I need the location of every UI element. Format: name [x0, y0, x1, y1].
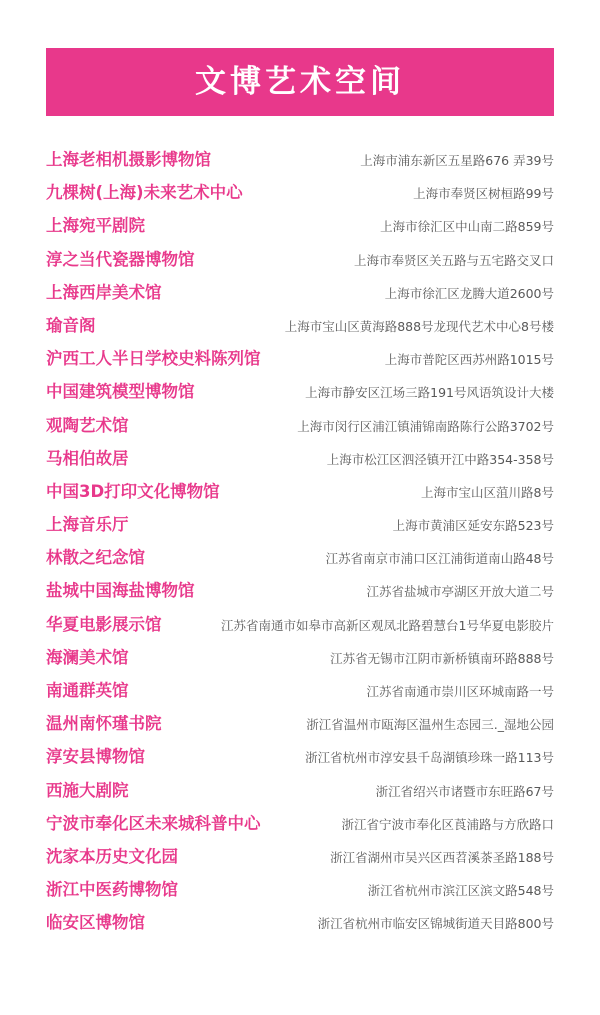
venue-name: 中国建筑模型博物馆 — [46, 382, 195, 402]
venue-name: 上海音乐厅 — [46, 515, 129, 535]
venue-name: 华夏电影展示馆 — [46, 614, 162, 634]
venue-address: 浙江省宁波市奉化区莨浦路与方欣路口 — [341, 816, 554, 832]
list-item[interactable] — [46, 909, 554, 942]
venue-name: 临安区博物馆 — [46, 913, 145, 933]
venue-address: 上海市松江区泗泾镇开江中路354-358号 — [326, 451, 554, 467]
venue-address: 浙江省绍兴市诸暨市东旺路67号 — [375, 783, 554, 799]
list-item[interactable] — [46, 146, 554, 179]
list-item[interactable] — [46, 511, 554, 544]
list-item[interactable] — [46, 777, 554, 810]
venue-address: 上海市宝山区菹川路8号 — [421, 484, 554, 500]
venue-address: 浙江省温州市瓯海区温州生态园三._湿地公园 — [306, 717, 554, 733]
venue-name: 上海西岸美术馆 — [46, 282, 162, 302]
list-item[interactable] — [46, 677, 554, 710]
venue-name: 盐城中国海盐博物馆 — [46, 581, 195, 601]
venue-name: 沈家本历史文化园 — [46, 846, 178, 866]
venue-address: 上海市黄浦区延安东路523号 — [392, 518, 554, 534]
venue-address: 江苏省南京市浦口区江浦街道南山路48号 — [325, 551, 554, 567]
venue-address: 上海市奉贤区树桓路99号 — [413, 186, 554, 202]
list-item[interactable] — [46, 279, 554, 312]
venue-address: 浙江省杭州市淳安县千岛湖镇珍珠一路113号 — [305, 750, 554, 766]
venue-address: 上海市宝山区黄海路888号龙现代艺术中心8号楼 — [284, 318, 554, 334]
list-item[interactable] — [46, 412, 554, 445]
venue-name: 淳安县博物馆 — [46, 747, 145, 767]
header-band — [46, 48, 554, 116]
venue-address: 江苏省南通市如皋市高新区观凤北路碧慧台1号华夏电影胶片 — [221, 617, 554, 633]
list-item[interactable] — [46, 345, 554, 378]
list-item[interactable] — [46, 478, 554, 511]
venue-address: 上海市奉贤区关五路与五宅路交叉口 — [353, 252, 554, 268]
list-item[interactable] — [46, 378, 554, 411]
list-item[interactable] — [46, 179, 554, 212]
list-item[interactable] — [46, 810, 554, 843]
list-item[interactable] — [46, 710, 554, 743]
venue-list — [46, 146, 554, 943]
list-item[interactable] — [46, 544, 554, 577]
venue-address: 上海市徐汇区中山南二路859号 — [380, 219, 554, 235]
list-item[interactable] — [46, 312, 554, 345]
venue-address: 上海市徐汇区龙腾大道2600号 — [384, 285, 554, 301]
venue-name: 上海宛平剧院 — [46, 216, 145, 236]
venue-name: 西施大剧院 — [46, 780, 129, 800]
venue-name: 中国3D打印文化博物馆 — [46, 481, 220, 501]
list-item[interactable] — [46, 246, 554, 279]
list-item[interactable] — [46, 611, 554, 644]
page-title: 文博艺术空间 — [195, 63, 405, 100]
page-root — [0, 48, 600, 1015]
venue-name: 温州南怀瑾书院 — [46, 714, 162, 734]
venue-name: 海澜美术馆 — [46, 647, 129, 667]
venue-name: 观陶艺术馆 — [46, 415, 129, 435]
venue-name: 马相伯故居 — [46, 448, 129, 468]
venue-address: 上海市闵行区浦江镇浦锦南路陈行公路3702号 — [297, 418, 554, 434]
venue-name: 宁波市奉化区未来城科普中心 — [46, 813, 261, 833]
list-item[interactable] — [46, 743, 554, 776]
list-item[interactable] — [46, 644, 554, 677]
venue-name: 南通群英馆 — [46, 681, 129, 700]
venue-name: 瑜音阁 — [46, 315, 96, 335]
venue-address: 浙江省杭州市临安区锦城街道天目路800号 — [317, 916, 554, 932]
venue-address: 上海市浦东新区五星路676 弄39号 — [360, 153, 554, 168]
venue-name: 九棵树(上海)未来艺术中心 — [46, 183, 243, 203]
list-item[interactable] — [46, 876, 554, 909]
venue-name: 上海老相机摄影博物馆 — [46, 150, 211, 169]
venue-address: 上海市静安区江场三路191号风语筑设计大楼 — [305, 385, 554, 401]
venue-name: 浙江中医药博物馆 — [46, 880, 178, 900]
list-item[interactable] — [46, 212, 554, 245]
venue-address: 上海市普陀区西苏州路1015号 — [384, 352, 554, 368]
venue-name: 沪西工人半日学校史料陈列馆 — [46, 349, 261, 369]
venue-address: 浙江省湖州市吴兴区西苕溪茶圣路188号 — [330, 849, 554, 865]
venue-name: 淳之当代瓷器博物馆 — [46, 249, 195, 269]
venue-address: 江苏省南通市崇川区环城南路一号 — [366, 684, 554, 699]
list-item[interactable] — [46, 577, 554, 610]
list-item[interactable] — [46, 843, 554, 876]
venue-address: 江苏省无锡市江阴市新桥镇南环路888号 — [330, 650, 554, 666]
list-item[interactable] — [46, 445, 554, 478]
venue-name: 林散之纪念馆 — [46, 548, 145, 568]
venue-address: 浙江省杭州市滨江区滨文路548号 — [367, 883, 554, 899]
venue-address: 江苏省盐城市亭湖区开放大道二号 — [366, 584, 554, 600]
